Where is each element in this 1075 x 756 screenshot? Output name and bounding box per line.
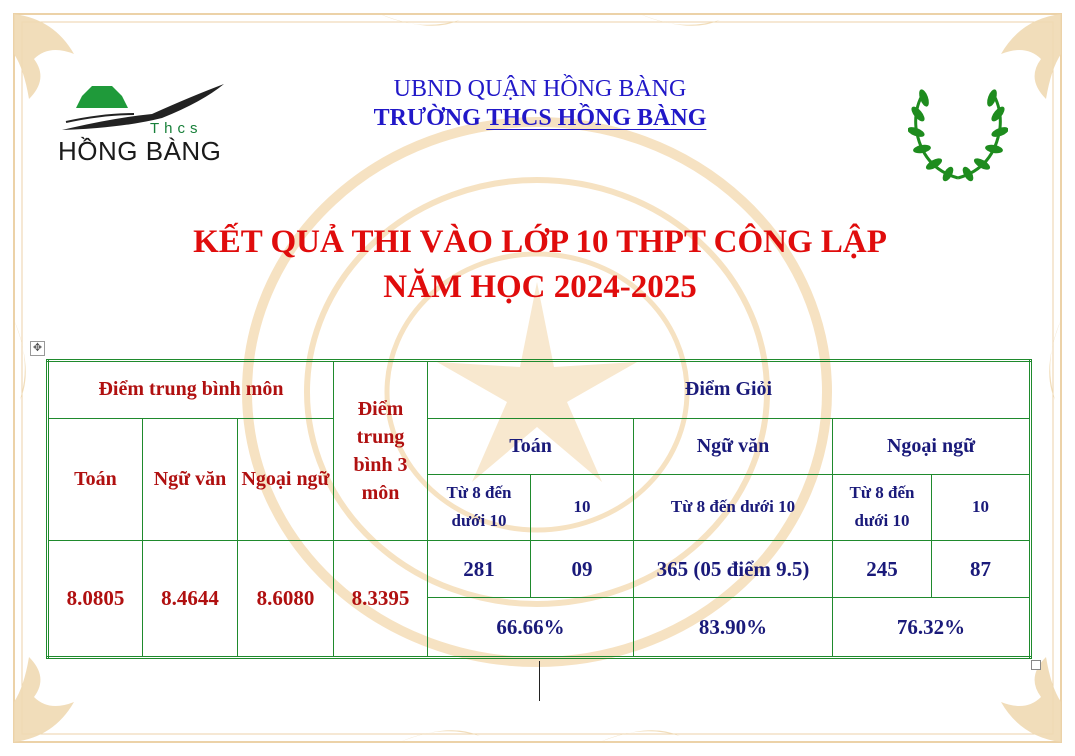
school-name [240, 103, 840, 133]
toan-10-count: 09 [531, 540, 634, 598]
avg3-value: 8.3395 [334, 540, 428, 657]
nn-10-header: 10 [932, 475, 1031, 541]
gioi-nn-header: Ngoại ngữ [833, 418, 1031, 475]
table-move-handle[interactable]: ✥ [30, 341, 45, 356]
toan-10-header: 10 [531, 475, 634, 541]
logo-graphic-icon [52, 78, 232, 138]
results-table [46, 359, 1032, 659]
avg-toan-value: 8.0805 [48, 540, 143, 657]
toan-tu8-count: 281 [428, 540, 531, 598]
van-tu8-header: Từ 8 đến dưới 10 [634, 475, 833, 541]
avg-toan-header: Toán [48, 418, 143, 540]
school-name-underlined: THCS HỒNG BÀNG [486, 105, 707, 131]
laurel-wreath-icon [908, 86, 1008, 182]
toan-tu8-header: Từ 8 đến dưới 10 [428, 475, 531, 541]
van-tu8-count: 365 (05 điểm 9.5) [634, 540, 833, 598]
toan-percent: 66.66% [428, 598, 634, 658]
avg-van-header: Ngữ văn [143, 418, 238, 540]
avg3-header: Điểm trung bình 3 môn [334, 361, 428, 541]
logo-brand-name: HỒNG BÀNG [58, 136, 222, 166]
gioi-van-header: Ngữ văn [634, 418, 833, 475]
organization-name: UBND QUẬN HỒNG BÀNG [393, 76, 687, 102]
nn-tu8-header: Từ 8 đến dưới 10 [833, 475, 932, 541]
report-year: NĂM HỌC 2024-2025 [383, 269, 697, 305]
gioi-toan-header: Toán [428, 418, 634, 475]
nn-percent: 76.32% [833, 598, 1031, 658]
school-logo [52, 78, 232, 170]
report-title: KẾT QUẢ THI VÀO LỚP 10 THPT CÔNG LẬP [193, 224, 887, 260]
avg-nn-value: 8.6080 [238, 540, 334, 657]
avg-van-value: 8.4644 [143, 540, 238, 657]
avg-nn-header: Ngoại ngữ [238, 418, 334, 540]
logo-subtitle: Thcs [150, 120, 203, 137]
text-cursor [539, 661, 540, 701]
nn-tu8-count: 245 [833, 540, 932, 598]
van-percent: 83.90% [634, 598, 833, 658]
avg-subject-header: Điểm trung bình môn [48, 361, 334, 419]
nn-10-count: 87 [932, 540, 1031, 598]
table-resize-handle[interactable] [1031, 660, 1041, 670]
school-name-prefix: TRƯỜNG [373, 105, 487, 131]
gioi-header: Điểm Giỏi [428, 361, 1031, 419]
